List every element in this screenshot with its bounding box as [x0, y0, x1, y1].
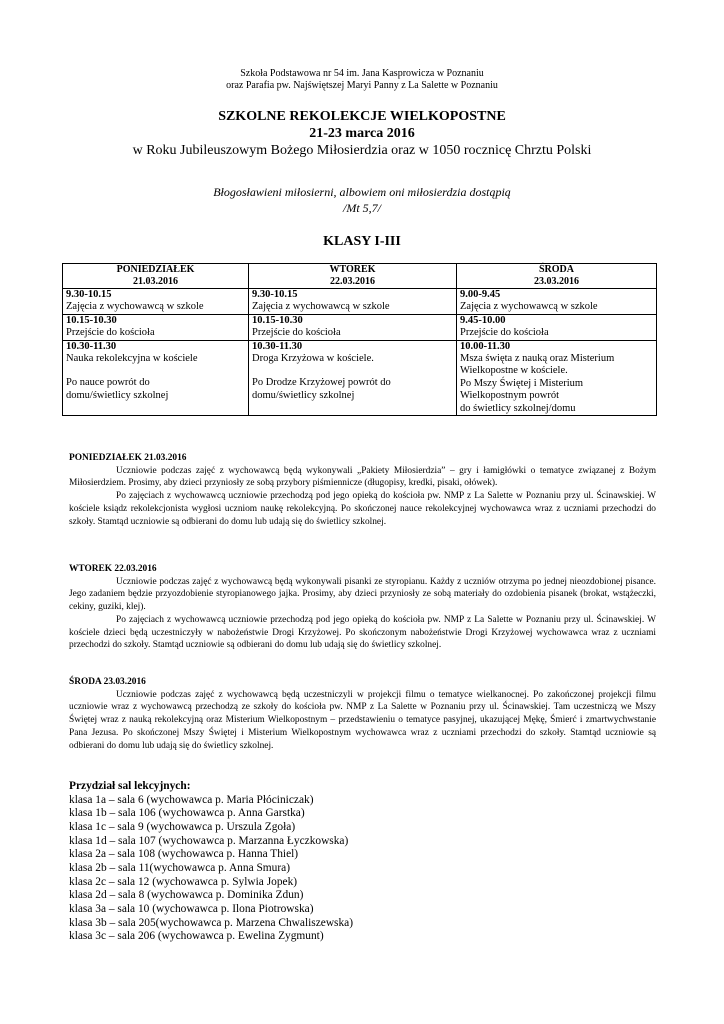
day-name: WTOREK [329, 264, 376, 275]
section-wednesday [69, 676, 656, 752]
activity-text: Zajęcia z wychowawcą w szkole [252, 301, 390, 313]
activity-text: Po nauce powrót do [66, 377, 150, 389]
schedule-cell [63, 289, 249, 315]
room-assignments [69, 780, 656, 944]
room-assignment-item: klasa 3c – sala 206 (wychowawca p. Ewelina Zygmunt) [69, 930, 324, 943]
activity-text: Droga Krzyżowa w kościele. [252, 353, 374, 365]
day-date: 23.03.2016 [534, 276, 579, 287]
spacer [66, 365, 245, 377]
section-monday [69, 452, 656, 528]
schedule-cell [63, 340, 249, 415]
activity-text: Przejście do kościoła [252, 327, 341, 339]
day-header [63, 264, 249, 289]
motto-quote: Błogosławieni miłosierni, albowiem oni miłosierdzia dostąpią [213, 185, 511, 199]
document-subtitle: w Roku Jubileuszowym Bożego Miłosierdzia oraz w 1050 rocznicę Chrztu Polski [132, 143, 592, 158]
schedule-row [63, 340, 657, 415]
time-slot: 9.30-10.15 [252, 289, 298, 300]
schedule-header-row [63, 264, 657, 289]
day-name: PONIEDZIAŁEK [116, 264, 195, 275]
classes-heading: KLASY I-III [323, 234, 401, 249]
school-name-line: Szkoła Podstawowa nr 54 im. Jana Kasprowicza w Poznaniu [240, 68, 484, 79]
activity-text: Zajęcia z wychowawcą w szkole [66, 301, 204, 313]
schedule-table [62, 263, 657, 416]
activity-text: domu/świetlicy szkolnej [66, 389, 169, 401]
section-paragraph: Po zajęciach z wychowawcą uczniowie przechodzą pod jego opieką do kościoła pw. NMP z La Salette w Poznaniu przy ul. Ścinawskiej. W kościele dzieci będą uczestniczyły w nabożeństwie Drogi Krzyżowej. Po skończonym nabożeństwie Drogi Krzyżowej wychowawca wraz z uczniami przechodzi do szkoły. Stamtąd uczniowie są odbierani do domu lub udają się do świetlicy szkolnej. [69, 614, 656, 651]
activity-text: Zajęcia z wychowawcą w szkole [460, 301, 598, 313]
schedule-cell [249, 289, 457, 315]
room-assignment-item: klasa 3a – sala 10 (wychowawca p. Ilona Piotrowska) [69, 902, 314, 915]
schedule-row [63, 314, 657, 340]
room-assignment-item: klasa 2c – sala 12 (wychowawca p. Sylwia Jopek) [69, 875, 298, 888]
time-slot: 10.30-11.30 [252, 340, 303, 352]
room-assignment-item: klasa 1c – sala 9 (wychowawca p. Urszula Zgoła) [69, 820, 296, 833]
room-assignment-item: klasa 2a – sala 108 (wychowawca p. Hanna Thiel) [69, 848, 299, 861]
time-slot: 10.00-11.30 [460, 340, 511, 352]
activity-text: Po Mszy Świętej i Misterium [460, 377, 584, 389]
room-assignment-item: klasa 1b – sala 106 (wychowawca p. Anna Garstka) [69, 807, 305, 820]
day-date: 22.03.2016 [330, 276, 375, 287]
section-paragraph: Uczniowie podczas zajęć z wychowawcą będą wykonywali pisanki ze styropianu. Każdy z uczniów otrzyma po jednej nieozdobionej pisance. Jego zadaniem będzie przyozdobienie styropianowego jajka. Prosimy, aby dzieci przyniosły ze sobą materiały do ozdobienia pisanek (brokat, wstążeczki, cekiny, guziki, klej). [69, 576, 656, 613]
section-tuesday [69, 563, 656, 652]
time-slot: 10.30-11.30 [66, 340, 117, 352]
schedule-row [63, 289, 657, 315]
activity-text: Przejście do kościoła [66, 327, 155, 339]
day-header [249, 264, 457, 289]
schedule-cell [457, 314, 657, 340]
day-date: 21.03.2016 [133, 276, 178, 287]
section-heading: ŚRODA 23.03.2016 [69, 677, 146, 687]
rooms-list [69, 794, 656, 944]
schedule-cell [249, 340, 457, 415]
time-slot: 9.00-9.45 [460, 289, 501, 300]
activity-text: Wielkopostne w kościele. [460, 365, 568, 377]
room-assignment-item: klasa 2b – sala 11(wychowawca p. Anna Smura) [69, 861, 290, 874]
room-assignment-item: klasa 3b – sala 205(wychowawca p. Marzena Chwaliszewska) [69, 916, 354, 929]
activity-text: Nauka rekolekcyjna w kościele [66, 353, 198, 365]
section-paragraph: Uczniowie podczas zajęć z wychowawcą będą uczestniczyli w projekcji filmu o tematyce wielkanocnej. Po zakończonej projekcji filmu uczniowie wraz z wychowawcą przechodzą ze szkoły do kościoła pw. NMP z La Salette w Poznaniu przy ul. Ścinawskiej. Tam uczestniczą we Mszy Świętej wraz z nauką rekolekcyjną oraz Misterium Wielkopostnym – przedstawieniu o tematyce pasyjnej, ukazującej Mękę, Śmierć i zmartwychwstanie Pana Jezusa. Po skończonej Mszy Świętej i Misterium Wielkopostnym wychowawca wraz z uczniami przechodzi do szkoły. Stamtąd uczniowie są odbierani do domu lub udają się do świetlicy szkolnej. [69, 689, 656, 751]
rooms-heading: Przydział sal lekcyjnych: [69, 780, 191, 792]
activity-text: Po Drodze Krzyżowej powrót do [252, 377, 391, 389]
day-name: ŚRODA [538, 264, 574, 275]
spacer [252, 365, 453, 377]
schedule-cell [249, 314, 457, 340]
parish-name-line: oraz Parafia pw. Najświętszej Maryi Panny z La Salette w Poznaniu [226, 80, 498, 91]
activity-text: do świetlicy szkolnej/domu [460, 402, 576, 414]
section-heading: PONIEDZIAŁEK 21.03.2016 [69, 453, 187, 463]
time-slot: 9.30-10.15 [66, 289, 112, 300]
section-paragraph: Uczniowie podczas zajęć z wychowawcą będą wykonywali „Pakiety Miłosierdzia” – gry i łamigłówki o tematyce związanej z Bożym Miłosierdziem. Prosimy, aby dzieci przyniosły ze sobą przybory piśmiennicze (długopisy, kredki, pisaki, ołówek). [69, 465, 656, 489]
time-slot: 10.15-10.30 [252, 314, 303, 326]
schedule-cell [457, 289, 657, 315]
room-assignment-item: klasa 1d – sala 107 (wychowawca p. Marzanna Łyczkowska) [69, 834, 349, 847]
document-title: SZKOLNE REKOLEKCJE WIELKOPOSTNE [218, 109, 506, 124]
day-header [457, 264, 657, 289]
time-slot: 9.45-10.00 [460, 314, 506, 326]
room-assignment-item: klasa 2d – sala 8 (wychowawca p. Dominika Zdun) [69, 889, 304, 902]
room-assignment-item: klasa 1a – sala 6 (wychowawca p. Maria Płóciniczak) [69, 793, 314, 806]
time-slot: 10.15-10.30 [66, 314, 117, 326]
activity-text: domu/świetlicy szkolnej [252, 389, 355, 401]
activity-text: Przejście do kościoła [460, 327, 549, 339]
activity-text: Msza święta z nauką oraz Misterium [460, 353, 615, 365]
schedule-cell [457, 340, 657, 415]
activity-text: Wielkopostnym powrót [460, 390, 560, 402]
schedule-cell [63, 314, 249, 340]
motto-reference: /Mt 5,7/ [343, 201, 381, 215]
section-heading: WTOREK 22.03.2016 [69, 564, 157, 574]
document-dates: 21-23 marca 2016 [309, 126, 415, 141]
section-paragraph: Po zajęciach z wychowawcą uczniowie przechodzą pod jego opieką do kościoła pw. NMP z La Salette w Poznaniu przy ul. Ścinawskiej. W kościele ksiądz rekolekcjonista wygłosi uczniom naukę rekolekcyjną. Po skończonej nauce rekolekcyjnej wychowawca wraz z uczniami przechodzi do szkoły. Stamtąd uczniowie są odbierani do domu lub udają się do świetlicy szkolnej. [69, 491, 656, 527]
